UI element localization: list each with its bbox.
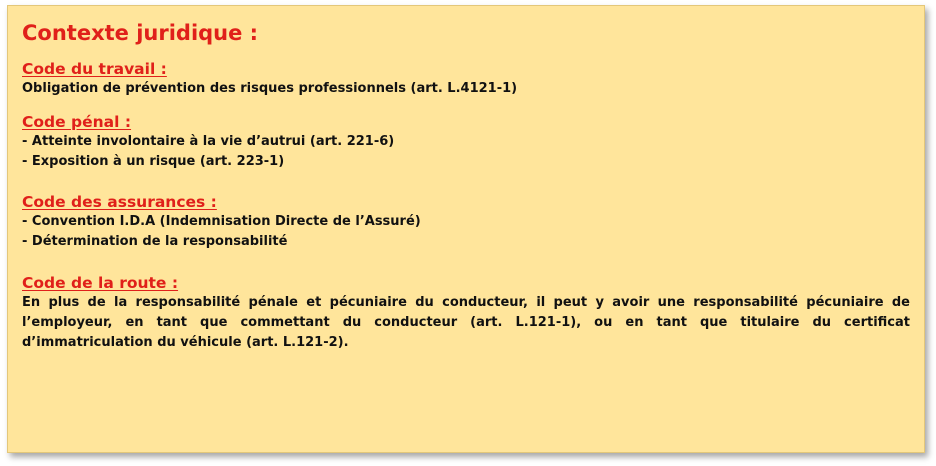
section-line: - Exposition à un risque (art. 223-1) (22, 154, 285, 169)
section-heading: Code du travail : (22, 60, 167, 78)
section-heading: Code des assurances : (22, 193, 217, 211)
section-line: - Atteinte involontaire à la vie d’autrui (art. 221-6) (22, 134, 395, 149)
section-code-penal (22, 112, 910, 172)
section-heading: Code de la route : (22, 274, 179, 292)
section-code-des-assurances (22, 192, 910, 252)
section-code-de-la-route (22, 273, 910, 353)
legal-context-card (7, 5, 925, 453)
section-heading: Code pénal : (22, 113, 132, 131)
section-code-du-travail (22, 59, 910, 99)
section-line: - Convention I.D.A (Indemnisation Directe de l’Assuré) (22, 214, 421, 229)
card-title: Contexte juridique : (22, 21, 259, 45)
section-line: Obligation de prévention des risques professionnels (art. L.4121-1) (22, 81, 518, 96)
section-line: - Détermination de la responsabilité (22, 234, 288, 249)
section-paragraph: En plus de la responsabilité pénale et pécuniaire du conducteur, il peut y avoir une responsabilité pécuniaire de l’employeur, en tant que commettant du conducteur (art. L.121-1), ou en tant que titulaire du certificat d’immatriculation du véhicule (art. L.121-2). (22, 295, 910, 350)
